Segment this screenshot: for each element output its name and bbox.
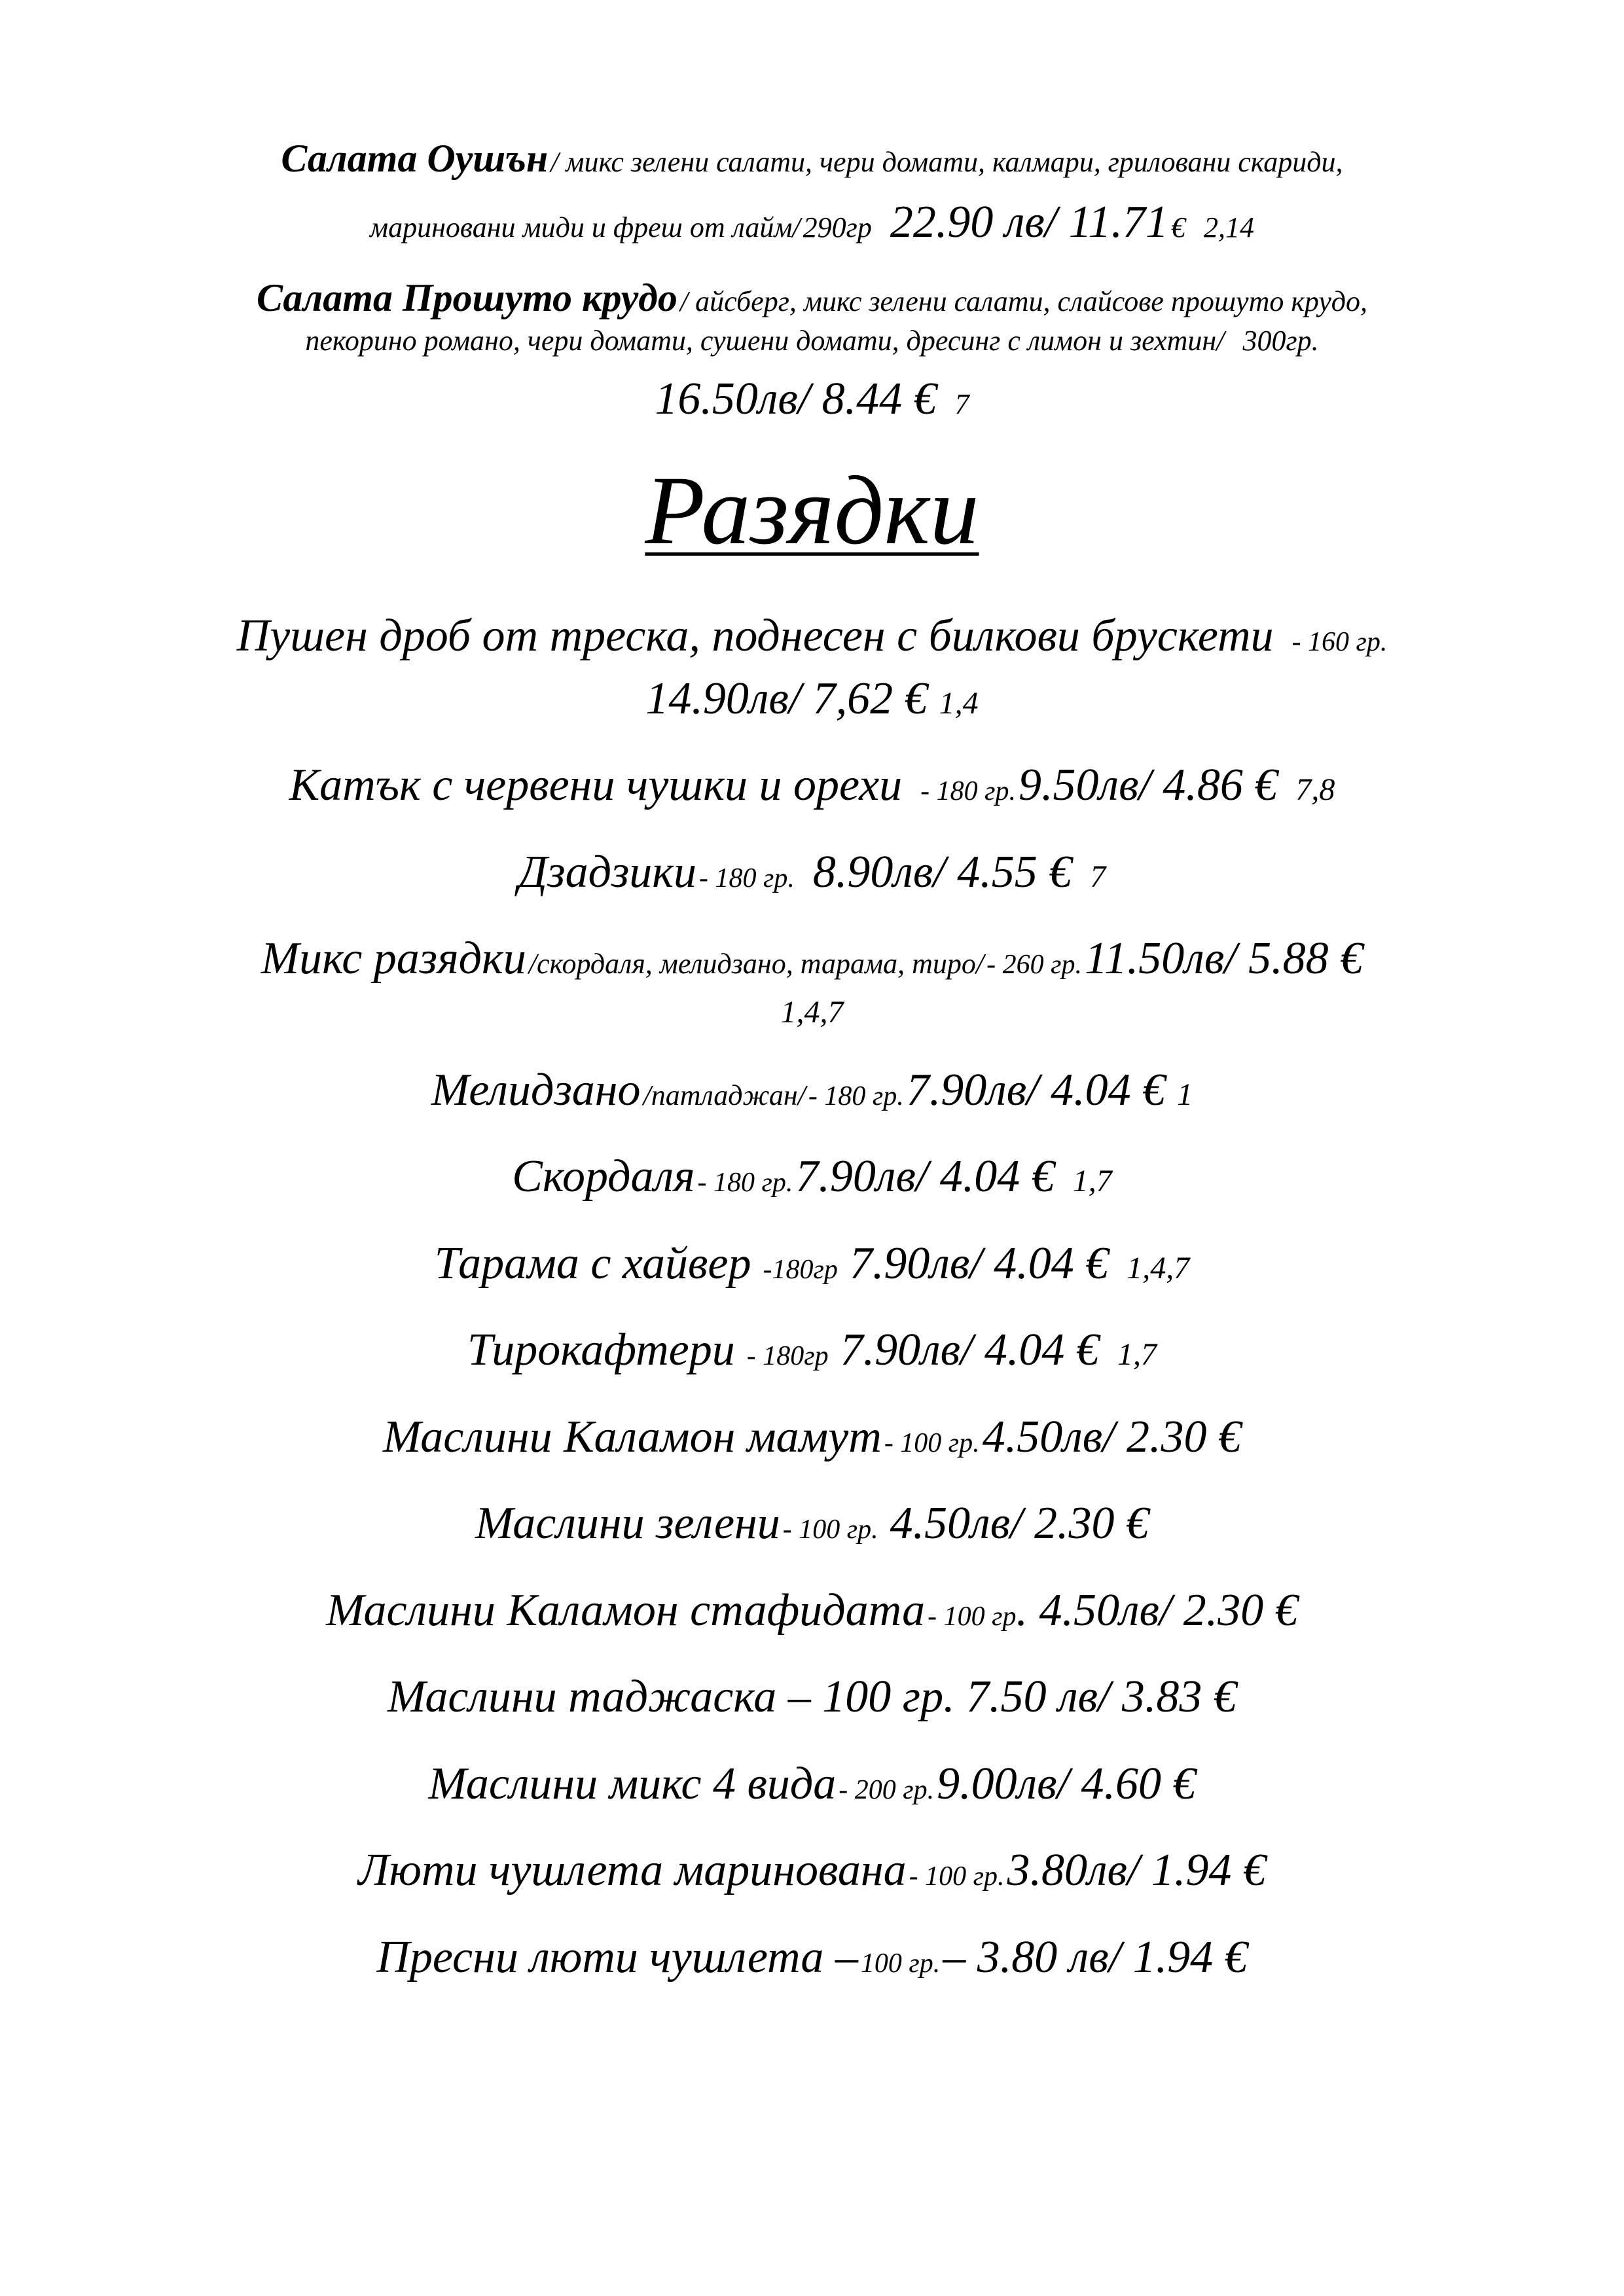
item-name: Маслини зелени: [475, 1498, 780, 1549]
item-weight: - 180 гр.: [808, 1081, 904, 1111]
menu-item: [52, 1582, 1572, 1640]
menu-item: [52, 1408, 1572, 1466]
item-price: 9.00лв/ 4.60 €: [937, 1758, 1196, 1809]
salad-prosciutto: [65, 274, 1559, 428]
item-allergens: 1,7: [1117, 1337, 1157, 1372]
menu-item: [52, 1062, 1572, 1119]
item-name: Тирокафтери: [467, 1325, 735, 1375]
item-name: Люти чушлета маринована: [358, 1845, 907, 1895]
item-name: Катък с червени чушки и орехи: [289, 760, 903, 810]
menu-item: [52, 1668, 1572, 1726]
salad-name: Салата Прошуто крудо: [256, 276, 677, 319]
item-weight: - 100 гр.: [884, 1427, 980, 1458]
item-weight: - 160 гр.: [1291, 627, 1388, 657]
item-price: – 3.80 лв/ 1.94 €: [943, 1931, 1248, 1982]
item-allergens: 1,4,7: [1127, 1250, 1190, 1285]
item-name: Пушен дроб от треска, поднесен с билкови брускети: [236, 611, 1274, 661]
menu-item: [52, 1842, 1572, 1899]
item-weight: - 100 гр: [928, 1601, 1017, 1632]
item-price: 7.90лв/ 4.04 €: [849, 1238, 1109, 1289]
item-price: 11.50лв/ 5.88 €: [1085, 933, 1363, 984]
menu-item: [52, 1495, 1572, 1552]
item-price: 4.50лв/ 2.30 €: [890, 1498, 1149, 1549]
item-name: Маслини таджаска – 100 гр. 7.50 лв/ 3.83 €: [388, 1672, 1236, 1722]
item-name: Маслини Каламон стафидата: [326, 1585, 926, 1636]
item-weight: - 180 гр.: [920, 776, 1017, 806]
item-weight: - 100 гр.: [909, 1861, 1005, 1892]
item-allergens: 1,7: [1072, 1164, 1112, 1198]
item-price: 7.90лв/ 4.04 €: [795, 1151, 1055, 1202]
item-weight: - 260 гр.: [986, 950, 1082, 980]
item-name: Мелидзано: [431, 1064, 641, 1115]
item-weight: 100 гр.: [860, 1948, 941, 1979]
menu-item: [52, 930, 1572, 1032]
item-weight: - 100 гр.: [782, 1515, 878, 1545]
currency-sign: €: [1171, 211, 1185, 243]
item-price: 8.90лв/ 4.55 €: [812, 846, 1072, 897]
item-name: Маслини микс 4 вида: [428, 1758, 837, 1809]
menu-item: [52, 1755, 1572, 1813]
salad-description: / микс зелени салати, чери домати, калмари, гриловани скариди,: [550, 146, 1343, 178]
menu-item: [52, 757, 1572, 814]
item-price: 3.80лв/ 1.94 €: [1007, 1845, 1266, 1895]
item-price: 14.90лв/ 7,62 €: [645, 673, 928, 724]
item-price: 9.50лв/ 4.86 €: [1019, 760, 1278, 810]
item-name: Микс разядки: [261, 933, 526, 984]
item-name: Маслини Каламон мамут: [382, 1411, 882, 1462]
item-name: Пресни люти чушлета –: [376, 1931, 858, 1982]
item-weight: - 180гр: [746, 1341, 829, 1371]
item-name: Дзадзики: [518, 846, 697, 897]
item-allergens: 1,4,7: [780, 994, 844, 1030]
menu-item: [52, 1235, 1572, 1293]
section-title: Разядки: [645, 456, 979, 565]
menu-item: [52, 844, 1572, 901]
item-price: 7.90лв/ 4.04 €: [906, 1064, 1166, 1115]
item-weight: - 180 гр.: [699, 863, 795, 893]
item-note: /скордаля, мелидзано, тарама, тиро/: [528, 948, 984, 980]
item-weight: - 180 гр.: [697, 1168, 793, 1198]
item-name: Тарама с хайвер: [434, 1238, 751, 1289]
salad-description: / айсберг, микс зелени салати, слайсове прошуто крудо,: [679, 285, 1368, 317]
item-price: 4.50лв/ 2.30 €: [982, 1411, 1242, 1462]
menu-item: [52, 1148, 1572, 1206]
salad-allergens: 7: [954, 388, 969, 420]
salad-weight: 300гр.: [1242, 325, 1319, 357]
menu-item: [52, 1321, 1572, 1379]
menu-item: [52, 607, 1572, 727]
salad-allergens: 2,14: [1204, 211, 1254, 243]
salad-weight: 290гр: [803, 211, 872, 243]
appetizers-list: [52, 607, 1572, 2015]
salad-description-2: мариновани миди и фреш от лайм/: [369, 211, 801, 243]
item-weight: - 200 гр.: [839, 1774, 935, 1805]
item-allergens: 7: [1090, 859, 1106, 894]
salad-ocean: [65, 134, 1559, 251]
item-allergens: 7,8: [1295, 772, 1335, 807]
item-note: /патладжан/: [643, 1079, 806, 1111]
item-weight: -180гр: [763, 1254, 838, 1285]
item-name: Скордаля: [512, 1151, 695, 1202]
salad-name: Салата Оушън: [281, 137, 549, 180]
item-price: 7.90лв/ 4.04 €: [840, 1325, 1099, 1375]
item-allergens: 1: [1177, 1077, 1193, 1112]
item-allergens: 1,4: [939, 685, 979, 721]
salad-price: 16.50лв/ 8.44 €: [655, 374, 937, 424]
salad-description-2: пекорино романо, чери домати, сушени домати, дресинг с лимон и зехтин/: [305, 325, 1225, 357]
item-price: . 4.50лв/ 2.30 €: [1016, 1585, 1298, 1636]
menu-item: [52, 1929, 1572, 1986]
salad-price: 22.90 лв/ 11.71: [890, 197, 1168, 247]
